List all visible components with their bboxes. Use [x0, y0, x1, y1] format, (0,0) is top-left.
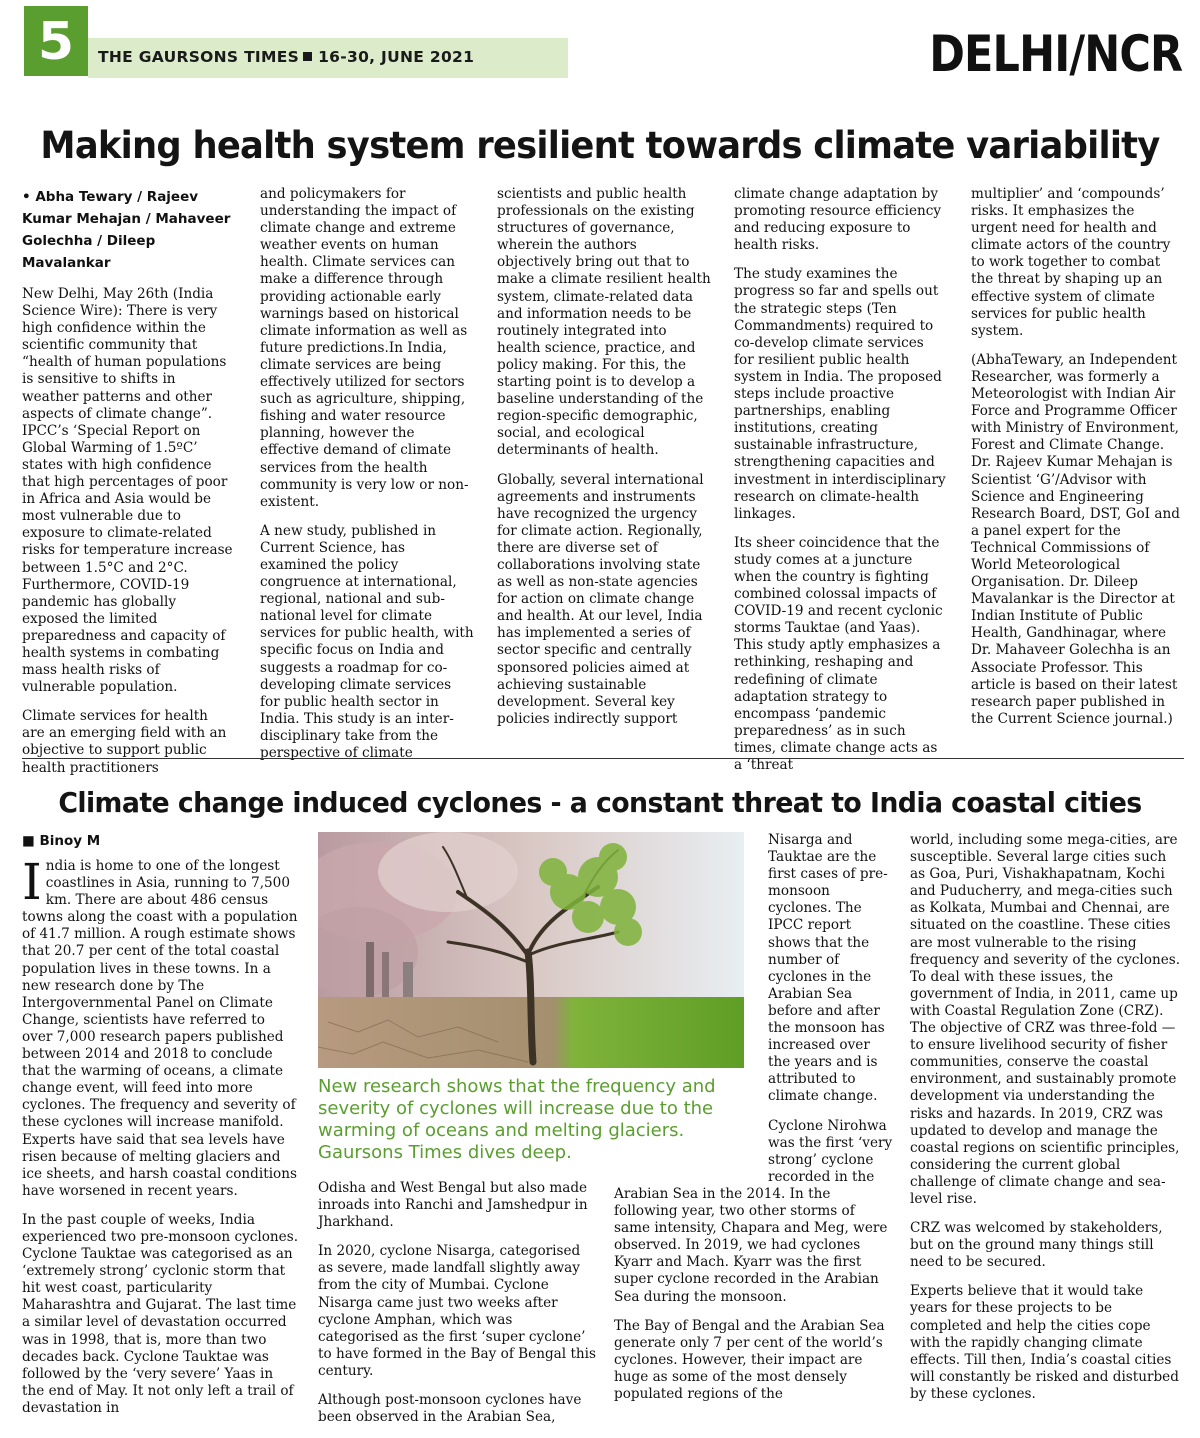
tree-climate-photo — [318, 832, 744, 1068]
section-title: DELHI/NCR — [928, 25, 1182, 83]
paragraph: Nisarga and Tauktae are the first cases of pre-monsoon cyclones. The IPCC report shows that the number of cyclones in the Arabian Sea before and after the monsoon has increased over the years and is attributed to climate change. — [768, 832, 888, 1105]
paragraph: multiplier’ and ‘compounds’ risks. It emphasizes the urgent need for health and climate actors of the country to work together to combat the threat by shaping up an effective system of climate services for public health system. — [971, 186, 1171, 339]
separator-square-icon — [303, 52, 312, 61]
paragraph: (AbhaTewary, an Independent Researcher, was formerly a Meteorologist with Indian Air Force and Programme Officer with Ministry of Environment, Forest and Climate Change. Dr. Rajeev Kumar Mehajan is Scientist ‘G’/Advisor with Science and Engineering Research Board, DST, GoI and a panel expert for the Technical Commissions of World Meteorological Organisation. Dr. Dileep Mavalankar is the Director at Indian Institute of Public Health, Gandhinagar, where Dr. Mahaveer Golechha is an Associate Professor. This article is based on their latest research paper published in the Current Science journal.) — [971, 351, 1180, 727]
paragraph: A new study, published in Current Science, has examined the policy congruence at international, regional, national and sub-national level for climate services for public health, with specific focus on India and suggests a roadmap for co-developing climate services for public health sector in India. This study is an inter-disciplinary take from the perspective of climate — [260, 522, 474, 761]
paragraph: world, including some mega-cities, are susceptible. Several large cities such as Goa, Puri, Vishakhapatnam, Kochi and Puducherry, and mega-cities such as Kolkata, Mumbai and Chennai, are situated on the coastline. These cities are most vulnerable to the rising frequency and severity of the cyclones. To deal with these issues, the government of India, in 2011, came up with Coastal Regulation Zone (CRZ). The objective of CRZ was three-fold — to ensure livelihood security of fisher communities, conserve the coastal environment, and sustainably promote development via understanding the risks and hazards. In 2019, CRZ was updated to develop and manage the coastal regions on scientific principles, considering the current global challenge of climate change and sea-level rise. — [910, 832, 1181, 1207]
article2-column-4 — [910, 832, 1182, 1415]
paragraph: Arabian Sea in the 2014. In the following year, two other storms of same intensity, Chapara and Meg, were observed. In 2019, we had cyclones Kyarr and Mach. Kyarr was the first super cyclone recorded in the Arabian Sea during the monsoon. — [614, 1186, 888, 1305]
paragraph: The Bay of Bengal and the Arabian Sea generate only 7 per cent of the world’s cyclones. However, their impact are huge as some of the most densely populated regions of the — [614, 1317, 885, 1403]
paragraph: New Delhi, May 26th (India Science Wire): There is very high confidence within the scientific community that “health of human populations is sensitive to shifts in weather patterns and other aspects of climate change”. IPCC’s ‘Special Report on Global Warming of 1.5ºC’ states with high confidence that high percentages of poor in Africa and Asia would be most vulnerable due to exposure to climate-related risks for temperature increase between 1.5°C and 2°C. Furthermore, COVID-19 pandemic has globally exposed the limited preparedness and capacity of health systems in combating mass health risks of vulnerable population. — [22, 286, 233, 696]
paragraph: Globally, several international agreements and instruments have recognized the urgency for climate action. Regionally, there are diverse set of collaborations involving state as well as non-state agencies for action on climate change and health. At our level, India has implemented a series of sector specific and centrally sponsored policies aimed at achieving sustainable development. Several key policies indirectly support — [497, 471, 704, 727]
article2-column-3-top — [768, 832, 894, 1198]
paragraph: and policymakers for understanding the impact of climate change and extreme weather events on human health. Climate services can make a difference through providing actionable early warnings based on historical climate information as well as future predictions.In India, climate services are being effectively utilized for sectors such as agriculture, shipping, fishing and water resource planning, however the effective demand of climate services from the health community is very low or non-existent. — [260, 186, 469, 510]
paragraph: In 2020, cyclone Nisarga, categorised as severe, made landfall slightly away from the city of Mumbai. Cyclone Nisarga came just two weeks after cyclone Amphan, which was categorised as the first ‘super cyclone’ to have formed in the Bay of Bengal this century. — [318, 1243, 596, 1379]
article1-column-2 — [260, 186, 475, 774]
article2-column-1 — [22, 830, 298, 1429]
paragraph: Its sheer coincidence that the study comes at a juncture when the country is fighting combined colossal impacts of COVID-19 and recent cyclonic storms Tauktae (and Yaas). This study aptly emphasizes a rethinking, reshaping and redefining of climate adaptation strategy to encompass ‘pandemic preparedness’ as in such times, climate change acts as a ‘threat — [734, 534, 943, 773]
paragraph: In the past couple of weeks, India experienced two pre-monsoon cyclones. Cyclone Tauktae was categorised as an ‘extremely strong’ cyclonic storm that hit west coast, particularity Maharashtra and Gujarat. The last time a similar level of devastation occurred was in 1998, that is, more than two decades back. Cyclone Tauktae was followed by the ‘very severe’ Yaas in the end of May. It not only left a trail of devastation in — [22, 1211, 299, 1416]
paragraph: CRZ was welcomed by stakeholders, but on the ground many things still need to be secured. — [910, 1220, 1163, 1271]
paragraph: Climate services for health are an emerging field with an objective to support public health practitioners — [22, 708, 227, 776]
paragraph: The study examines the progress so far and spells out the strategic steps (Ten Commandments) required to co-develop climate services for resilient public health system in India. The proposed steps include proactive partnerships, enabling institutions, creating sustainable infrastructure, strengthening capacities and investment in interdisciplinary research on climate-health linkages. — [734, 266, 946, 522]
paragraph: Although post-monsoon cyclones have been observed in the Arabian Sea, — [318, 1392, 582, 1426]
pull-quote: New research shows that the frequency and severity of cyclones will increase due to the warming of oceans and melting glaciers. Gaursons Times dives deep. — [318, 1076, 716, 1163]
article1-headline: Making health system resilient towards climate variability — [40, 124, 1160, 167]
paragraph: Experts believe that it would take years for these projects to be completed and help the cities cope with the rapidly changing climate effects. Till then, India’s coastal cities will constantly be risked and disturbed by these cyclones. — [910, 1283, 1179, 1402]
article2-byline: ■ Binoy M — [22, 833, 101, 849]
paragraph: Odisha and West Bengal but also made inroads into Ranchi and Jamshedpur in Jharkhand. — [318, 1180, 588, 1231]
paragraph: Cyclone Nirohwa was the first ‘very strong’ cyclone recorded in the — [768, 1117, 893, 1185]
article2-column-2 — [318, 1180, 596, 1438]
paper-name: THE GAURSONS TIMES — [98, 48, 300, 66]
section-divider — [22, 758, 1184, 759]
paper-info — [98, 48, 474, 66]
article1-column-3 — [497, 186, 712, 740]
dropcap: I — [22, 853, 42, 911]
paragraph: climate change adaptation by promoting resource efficiency and reducing exposure to health risks. — [734, 186, 942, 254]
article1-column-5 — [971, 186, 1183, 740]
paragraph: India is home to one of the longest coastlines in Asia, running to 7,500 km. There are about 486 census towns along the coast with a population of 41.7 million. A rough estimate shows that 20.7 per cent of the total coastal population lives in these towns. In a new research done by The Intergovernmental Panel on Climate Change, scientists have referred to over 7,000 research papers published between 2014 and 2018 to conclude that the warming of oceans, a climate change event, will feed into more cyclones. The frequency and severity of these cyclones will increase manifold. Experts have said that sea levels have risen because of melting glaciers and ice sheets, and harsh coastal conditions have worsened in recent years. — [22, 853, 298, 1199]
paragraph: scientists and public health professionals on the existing structures of governance, wherein the authors objectively bring out that to make a climate resilient health system, climate-related data and information needs to be routinely integrated into health science, practice, and policy making. For this, the starting point is to develop a baseline understanding of the region-specific demographic, social, and ecological determinants of health. — [497, 186, 711, 459]
article2-headline: Climate change induced cyclones - a constant threat to India coastal cities — [58, 786, 1142, 819]
article2-column-3-bottom — [614, 1186, 892, 1415]
issue-date: 16-30, JUNE 2021 — [318, 48, 475, 66]
article1-byline: • Abha Tewary / Rajeev Kumar Mehajan / Mahaveer Golechha / Dileep Mavalankar — [22, 189, 231, 271]
page-number: 5 — [24, 6, 88, 76]
tree-climate-photo-illustration — [318, 832, 744, 1068]
article1-column-4 — [734, 186, 946, 786]
article1-column-1 — [22, 186, 234, 789]
